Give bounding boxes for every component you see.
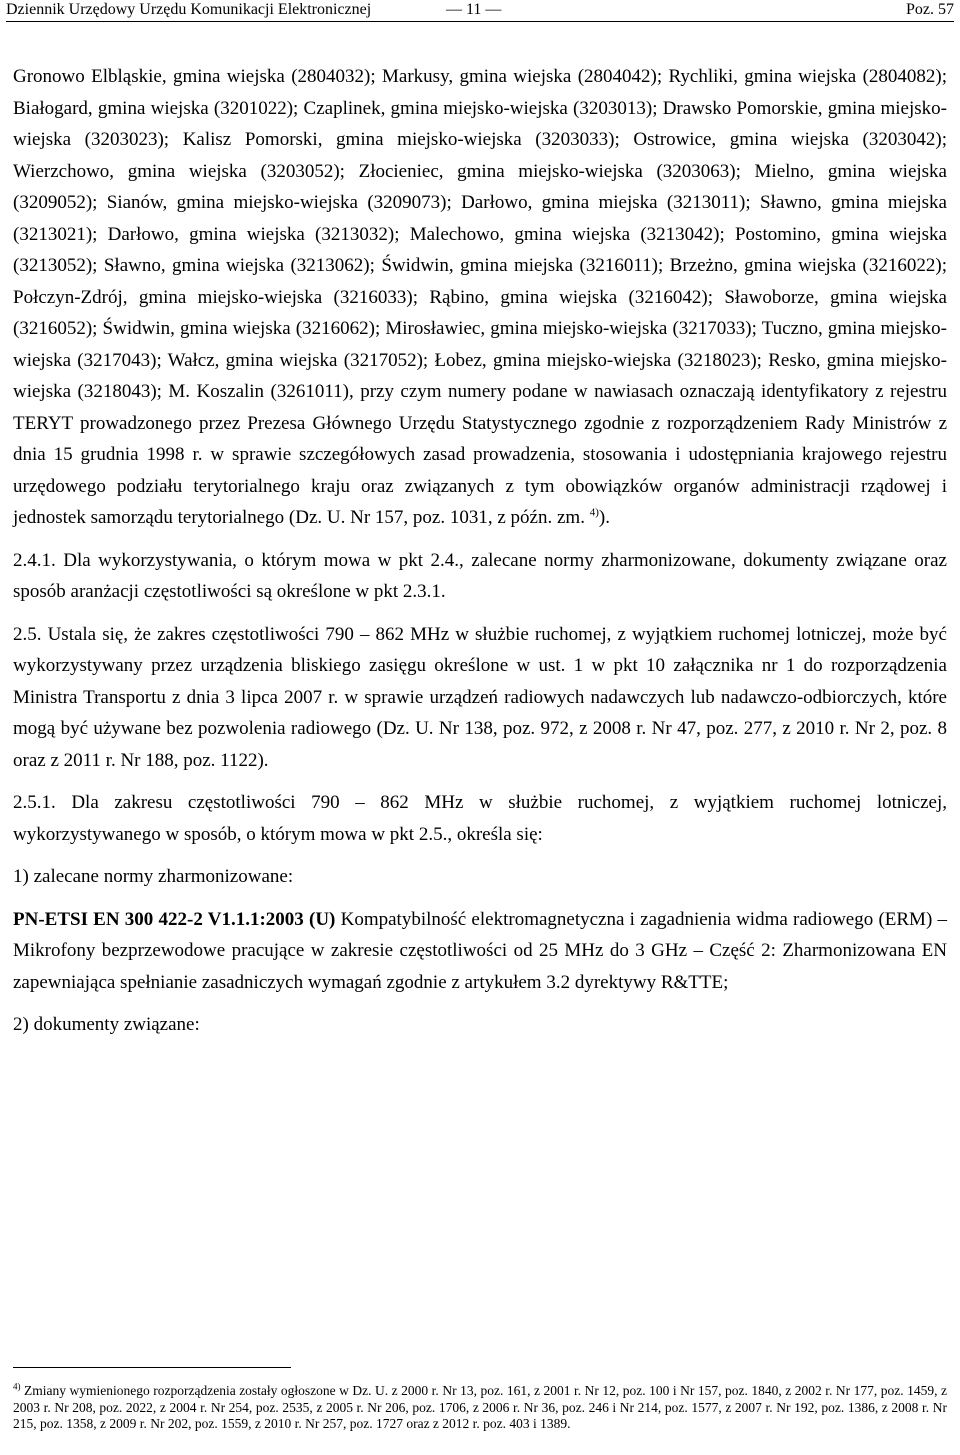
page-header bbox=[6, 0, 954, 22]
footnote-marker: 4) bbox=[13, 1381, 21, 1392]
document-body bbox=[13, 61, 947, 1041]
paragraph-2-4-1: 2.4.1. Dla wykorzystywania, o którym mowa w pkt 2.4., zalecane normy zharmonizowane, dokumenty związane oraz sposób aranżacji częstotliwości są określone w pkt 2.3.1. bbox=[13, 549, 947, 602]
paragraph-2-5-1: 2.5.1. Dla zakresu częstotliwości 790 – 862 MHz w służbie ruchomej, z wyjątkiem ruchomej lotniczej, wykorzystywanego w sposób, o którym mowa w pkt 2.5., określa się: bbox=[13, 792, 947, 845]
publication-title: Dziennik Urzędowy Urzędu Komunikacji Elektronicznej bbox=[6, 1, 372, 18]
page-number: — 11 — bbox=[446, 1, 502, 18]
standard-description: Kompatybilność elektromagnetyczna i zagadnienia widma radiowego (ERM) – Mikrofony bezprzewodowe pracujące w zakresie częstotliwości od 25 MHz do 3 GHz – Część 2: Zharmonizowana EN zapewniająca spełnianie zasadniczych wymagań zgodnie z artykułem 3.2 dyrektywy R&TTE; bbox=[13, 908, 947, 993]
paragraph-2-5: 2.5. Ustala się, że zakres częstotliwości 790 – 862 MHz w służbie ruchomej, z wyjątkiem ruchomej lotniczej, może być wykorzystywany przez urządzenia bliskiego zasięgu określone w ust. 1 w pkt 10 załącznika nr 1 do rozporządzenia Ministra Transportu z dnia 3 lipca 2007 r. w sprawie urządzeń radiowych nadawczych lub nadawczo-odbiorczych, które mogą być używane bez pozwolenia radiowego (Dz. U. Nr 138, poz. 972, z 2008 r. Nr 47, poz. 277, z 2010 r. Nr 2, poz. 8 oraz z 2011 r. Nr 188, poz. 1122). bbox=[13, 623, 947, 771]
footnote-separator bbox=[13, 1367, 291, 1368]
paragraph-municipalities bbox=[13, 61, 947, 534]
list-item-harmonised-standards: 1) zalecane normy zharmonizowane: bbox=[13, 866, 294, 887]
standard-entry bbox=[13, 904, 947, 999]
paragraph-text: Gronowo Elbląskie, gmina wiejska (2804032); Markusy, gmina wiejska (2804042); Rychliki, gmina wiejska (2804082); Białogard, gmina wiejska (3201022); Czaplinek, gmina miejsko-wiejska (3203013); Drawsko Pomorskie, gmina miejsko-wiejska (3203023); Kalisz Pomorski, gmina miejsko-wiejska (3203033); Ostrowice, gmina wiejska (3203042); Wierzchowo, gmina wiejska (3203052); Złocieniec, gmina miejsko-wiejska (3203063); Mielno, gmina wiejska (3209052); Sianów, gmina miejsko-wiejska (3209073); Darłowo, gmina miejska (3213011); Sławno, gmina miejska (3213021); Darłowo, gmina wiejska (3213032); Malechowo, gmina wiejska (3213042); Postomino, gmina wiejska (3213052); Sławno, gmina wiejska (3213062); Świdwin, gmina miejska (3216011); Brzeżno, gmina wiejska (3216022); Połczyn-Zdrój, gmina miejsko-wiejska (3216033); Rąbino, gmina wiejska (3216042); Sławoborze, gmina wiejska (3216052); Świdwin, gmina wiejska (3216062); Mirosławiec, gmina miejsko-wiejska (3217033); Tuczno, gmina miejsko-wiejska (3217043); Wałcz, gmina wiejska (3217052); Łobez, gmina miejsko-wiejska (3218023); Resko, gmina miejsko-wiejska (3218043); M. Koszalin (3261011), przy czym numery podane w nawiasach oznaczają identyfikatory z rejestru TERYT prowadzonego przez Prezesa Głównego Urzędu Statystycznego zgodnie z rozporządzeniem Rady Ministrów z dnia 15 grudnia 1998 r. w sprawie szczegółowych zasad prowadzenia, stosowania i udostępniania krajowego rejestru urzędowego podziału terytorialnego kraju oraz związanych z tym obowiązków organów administracji rządowej i jednostek samorządu terytorialnego (Dz. U. Nr 157, poz. 1031, z późn. zm. bbox=[13, 66, 947, 528]
footnote-reference: 4) bbox=[589, 506, 599, 519]
footnote-text: Zmiany wymienionego rozporządzenia zostały ogłoszone w Dz. U. z 2000 r. Nr 13, poz. 161, z 2001 r. Nr 12, poz. 100 i Nr 157, poz. 1840, z 2002 r. Nr 177, poz. 1459, z 2003 r. Nr 208, poz. 2022, z 2004 r. Nr 254, poz. 2535, z 2005 r. Nr 206, poz. 1706, z 2006 r. Nr 36, poz. 246 i Nr 214, poz. 1577, z 2007 r. Nr 192, poz. 1386, z 2008 r. Nr 215, poz. 1358, z 2009 r. Nr 202, poz. 1559, z 2010 r. Nr 257, poz. 1727 oraz z 2012 r. poz. 403 i 1389. bbox=[13, 1383, 947, 1431]
header-rule bbox=[6, 21, 954, 22]
list-item-related-documents: 2) dokumenty związane: bbox=[13, 1014, 200, 1035]
standard-code: PN-ETSI EN 300 422-2 V1.1.1:2003 (U) bbox=[13, 908, 336, 930]
footnote bbox=[13, 1383, 947, 1433]
position-number: Poz. 57 bbox=[906, 1, 954, 18]
paragraph-end: ). bbox=[598, 507, 610, 528]
